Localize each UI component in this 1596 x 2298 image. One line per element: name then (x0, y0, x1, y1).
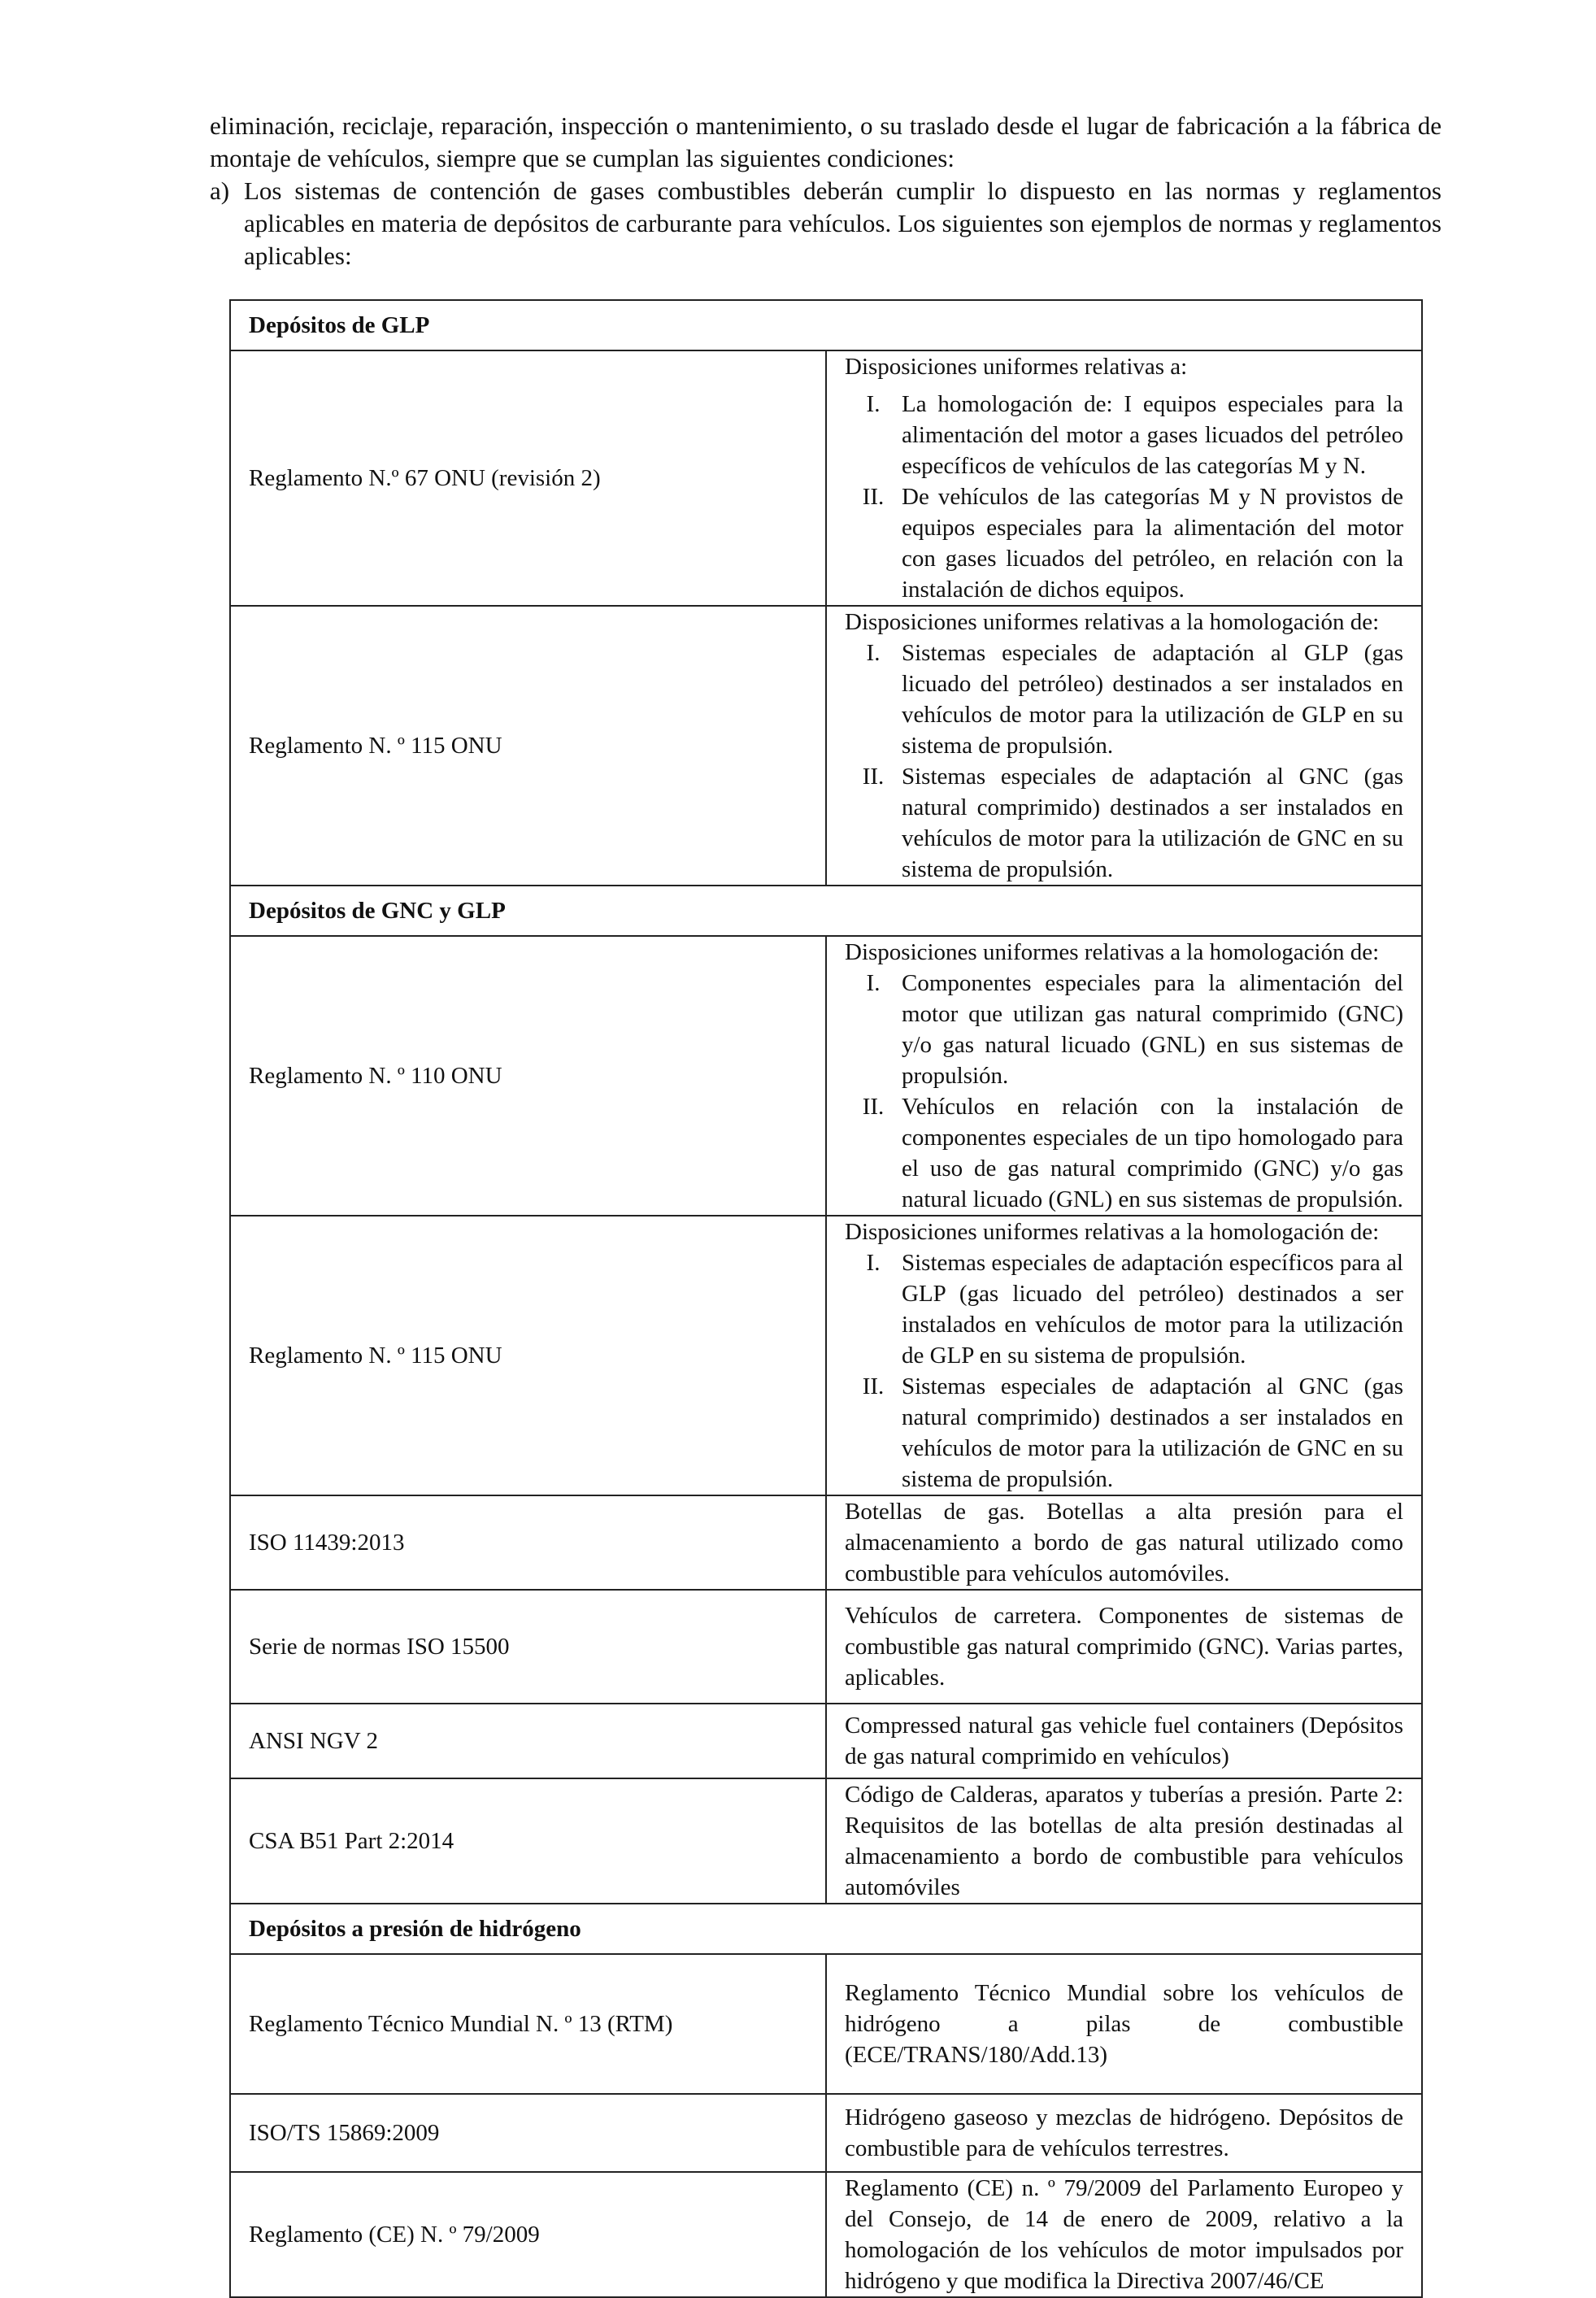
list-item (845, 968, 1403, 1091)
regulation-ref: Reglamento Técnico Mundial N. º 13 (RTM) (230, 1954, 826, 2094)
table-row (230, 1495, 1422, 1590)
section-header-row (230, 886, 1422, 936)
regulation-ref: ISO 11439:2013 (230, 1495, 826, 1590)
item-text: Componentes especiales para la alimentación del motor que utilizan gas natural comprimido (GNC) y/o gas natural licuado (GNL) en sus sistemas de propulsión. (902, 970, 1403, 1089)
item-number: II. (862, 1094, 885, 1120)
table-row (230, 1216, 1422, 1495)
item-number: II. (862, 484, 885, 510)
section-title-hydrogen: Depósitos a presión de hidrógeno (230, 1904, 1422, 1954)
desc-intro: Disposiciones uniformes relativas a la homologación de: (845, 609, 1380, 635)
regulation-desc (826, 936, 1422, 1216)
regulation-desc (826, 350, 1422, 606)
item-number: I. (866, 1250, 881, 1276)
condition-a-text: Los sistemas de contención de gases combustibles deberán cumplir lo dispuesto en las normas y reglamentos aplicables en materia de depósitos de carburante para vehículos. Los siguientes son ejemplos de normas y reglamentos aplicables: (244, 176, 1442, 270)
regulation-desc (826, 606, 1422, 886)
regulation-ref: Reglamento N. º 115 ONU (230, 1216, 826, 1495)
regulation-desc: Hidrógeno gaseoso y mezclas de hidrógeno. Depósitos de combustible para de vehículos terrestres. (826, 2094, 1422, 2172)
list-item (845, 1091, 1403, 1215)
regulations-table (229, 299, 1423, 2298)
desc-list (845, 638, 1403, 885)
item-text: Sistemas especiales de adaptación al GNC (gas natural comprimido) destinados a ser instalados en vehículos de motor para la utilización de GNC en su sistema de propulsión. (902, 1373, 1403, 1492)
item-text: Vehículos en relación con la instalación de componentes especiales de un tipo homologado para el uso de gas natural comprimido (GNC) y/o gas natural licuado (GNL) en sus sistemas de propulsión. (902, 1094, 1403, 1212)
table-row (230, 606, 1422, 886)
table-row (230, 1778, 1422, 1904)
item-text: Sistemas especiales de adaptación al GNC (gas natural comprimido) destinados a ser instalados en vehículos de motor para la utilización de GNC en su sistema de propulsión. (902, 764, 1403, 882)
list-item (845, 761, 1403, 885)
regulation-ref: CSA B51 Part 2:2014 (230, 1778, 826, 1904)
table-row (230, 936, 1422, 1216)
item-text: Sistemas especiales de adaptación específicos para al GLP (gas licuado del petróleo) destinados a ser instalados en vehículos de motor para la utilización de GLP en su sistema de propulsión. (902, 1250, 1403, 1369)
intro-paragraph: eliminación, reciclaje, reparación, inspección o mantenimiento, o su traslado desde el lugar de fabricación a la fábrica de montaje de vehículos, siempre que se cumplan las siguientes condiciones: (210, 111, 1442, 172)
regulation-desc: Código de Calderas, aparatos y tuberías a presión. Parte 2: Requisitos de las botellas de alta presión destinadas al almacenamiento a bordo de combustible para vehículos automóviles (826, 1778, 1422, 1904)
item-number: II. (862, 764, 885, 790)
table-row (230, 350, 1422, 606)
item-number: I. (866, 391, 881, 417)
section-title-glp: Depósitos de GLP (230, 300, 1422, 350)
item-text: Sistemas especiales de adaptación al GLP (gas licuado del petróleo) destinados a ser instalados en vehículos de motor para la utilización de GLP en su sistema de propulsión. (902, 640, 1403, 759)
table-row (230, 1590, 1422, 1704)
list-item (845, 481, 1403, 605)
list-item (845, 1247, 1403, 1371)
table-row (230, 1954, 1422, 2094)
section-header-row (230, 1904, 1422, 1954)
desc-list (845, 968, 1403, 1215)
regulation-desc (826, 1216, 1422, 1495)
list-item (845, 638, 1403, 761)
item-number: II. (862, 1373, 885, 1399)
regulation-desc: Botellas de gas. Botellas a alta presión para el almacenamiento a bordo de gas natural utilizado como combustible para vehículos automóviles. (826, 1495, 1422, 1590)
section-header-row (230, 300, 1422, 350)
regulation-ref: ISO/TS 15869:2009 (230, 2094, 826, 2172)
regulation-ref: Reglamento (CE) N. º 79/2009 (230, 2172, 826, 2297)
list-item (845, 1371, 1403, 1495)
regulation-desc: Reglamento (CE) n. º 79/2009 del Parlamento Europeo y del Consejo, de 14 de enero de 2009, relativo a la homologación de los vehículos de motor impulsados por hidrógeno y que modifica la Directiva 2007/46/CE (826, 2172, 1422, 2297)
desc-intro: Disposiciones uniformes relativas a la homologación de: (845, 939, 1380, 965)
regulation-ref: Reglamento N.º 67 ONU (revisión 2) (230, 350, 826, 606)
regulation-ref: ANSI NGV 2 (230, 1704, 826, 1778)
desc-intro: Disposiciones uniformes relativas a: (845, 354, 1188, 380)
desc-list (845, 389, 1403, 605)
item-text: La homologación de: I equipos especiales para la alimentación del motor a gases licuados del petróleo específicos de vehículos de las categorías M y N. (902, 391, 1403, 479)
desc-intro: Disposiciones uniformes relativas a la homologación de: (845, 1219, 1380, 1245)
list-item (845, 389, 1403, 481)
table-row (230, 2094, 1422, 2172)
condition-a (210, 175, 1442, 272)
regulation-ref: Serie de normas ISO 15500 (230, 1590, 826, 1704)
table-row (230, 1704, 1422, 1778)
intro-text (210, 110, 1442, 272)
regulation-ref: Reglamento N. º 115 ONU (230, 606, 826, 886)
regulation-desc: Vehículos de carretera. Componentes de sistemas de combustible gas natural comprimido (GNC). Varias partes, aplicables. (826, 1590, 1422, 1704)
condition-a-marker: a) (210, 176, 230, 205)
regulation-desc: Compressed natural gas vehicle fuel containers (Depósitos de gas natural comprimido en vehículos) (826, 1704, 1422, 1778)
desc-list (845, 1247, 1403, 1495)
item-text: De vehículos de las categorías M y N provistos de equipos especiales para la alimentación del motor con gases licuados del petróleo, en relación con la instalación de dichos equipos. (902, 484, 1403, 603)
item-number: I. (866, 970, 881, 996)
regulation-ref: Reglamento N. º 110 ONU (230, 936, 826, 1216)
item-number: I. (866, 640, 881, 666)
regulation-desc: Reglamento Técnico Mundial sobre los vehículos de hidrógeno a pilas de combustible (ECE/TRANS/180/Add.13) (826, 1954, 1422, 2094)
section-title-gnc-glp: Depósitos de GNC y GLP (230, 886, 1422, 936)
table-row (230, 2172, 1422, 2297)
